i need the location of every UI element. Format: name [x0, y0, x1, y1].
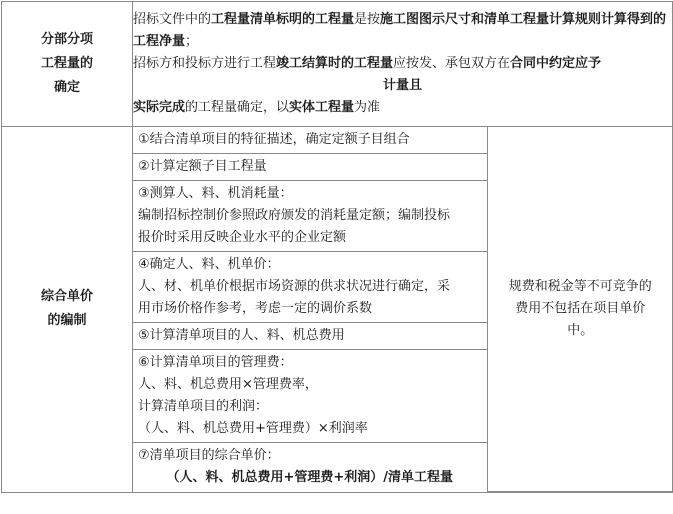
text-run-bold: 施工图图示尺寸和清单工程量计算规则计算得到的工程净量	[133, 12, 667, 49]
step-text: （人、料、机总费用+管理费）×利润率	[138, 421, 368, 436]
text-run: ；	[185, 34, 199, 49]
note-line: 中。	[567, 322, 594, 338]
step-text: 报价时采用反映企业水平的企业定额	[138, 230, 347, 245]
step-text: 计算清单项目的利润：	[138, 399, 269, 414]
label-line: 分部分项	[40, 32, 93, 47]
text-run-bold: 实体工程量	[289, 100, 355, 115]
step-formula: （人、料、机总费用+管理费+利润）/清单工程量	[166, 470, 454, 485]
text-run: 的工程量确定，以	[185, 100, 290, 115]
text-run: 招标文件中的	[133, 12, 212, 27]
text-run-bold: 竣工结算时的工程量	[276, 56, 394, 71]
quantity-definition-cell	[133, 2, 673, 127]
text-run-bold: 计量且	[382, 78, 422, 93]
row-unit-price-compilation	[2, 127, 673, 493]
step-2	[133, 154, 487, 181]
text-run-bold: 工程量清单标明的工程量	[211, 12, 355, 27]
text-run: 是按	[354, 12, 381, 27]
step-text: ④确定人、料、机单价：	[138, 257, 280, 272]
row-quantity-determination	[2, 2, 673, 127]
step-3	[133, 181, 487, 252]
note-line: 规费和税金等不可竞争的	[508, 278, 652, 294]
step-1	[133, 127, 487, 154]
step-6	[133, 350, 487, 443]
definition-paragraph-2	[133, 53, 672, 97]
label-line: 确定	[53, 80, 80, 95]
text-run: 为准	[354, 100, 381, 115]
step-text: 人、材、机单价根据市场资源的供求状况进行确定，采	[138, 279, 451, 294]
step-5	[133, 323, 487, 350]
step-text: ⑤计算清单项目的人、料、机总费用	[138, 328, 345, 343]
steps-container	[133, 127, 673, 493]
step-7	[133, 443, 487, 492]
label-line: 的编制	[47, 313, 87, 329]
step-text: 用市场价格作参考，考虑一定的调价系数	[138, 301, 373, 316]
fee-note	[487, 127, 673, 491]
step-text: ⑥计算清单项目的管理费：	[138, 355, 293, 370]
text-run: 招标方和投标方进行工程	[133, 56, 277, 71]
step-4	[133, 252, 487, 323]
label-line: 工程量的	[40, 56, 93, 71]
step-row	[133, 127, 673, 154]
definition-paragraph-3	[133, 97, 672, 119]
step-text: ①结合清单项目的特征描述，确定定额子目组合	[138, 132, 410, 147]
text-run: 应按发、承包双方在	[393, 56, 511, 71]
label-quantity-determination	[2, 2, 133, 127]
text-run-bold: 实际完成	[133, 100, 186, 115]
steps-table	[133, 127, 673, 492]
definition-paragraph-1	[133, 9, 672, 53]
step-text: ⑦清单项目的综合单价：	[138, 448, 280, 463]
step-text: 人、料、机总费用×管理费率，	[138, 377, 318, 392]
label-unit-price-compilation	[2, 127, 133, 493]
label-line: 综合单价	[40, 289, 93, 305]
text-run-bold: 合同中约定应予	[510, 56, 602, 71]
content-table	[1, 1, 673, 493]
note-line: 费用不包括在项目单价	[515, 300, 646, 316]
step-text: ③测算人、料、机消耗量：	[138, 186, 293, 201]
step-text: ②计算定额子目工程量	[138, 159, 267, 174]
step-text: 编制招标控制价参照政府颁发的消耗量定额；编制投标	[138, 208, 451, 223]
